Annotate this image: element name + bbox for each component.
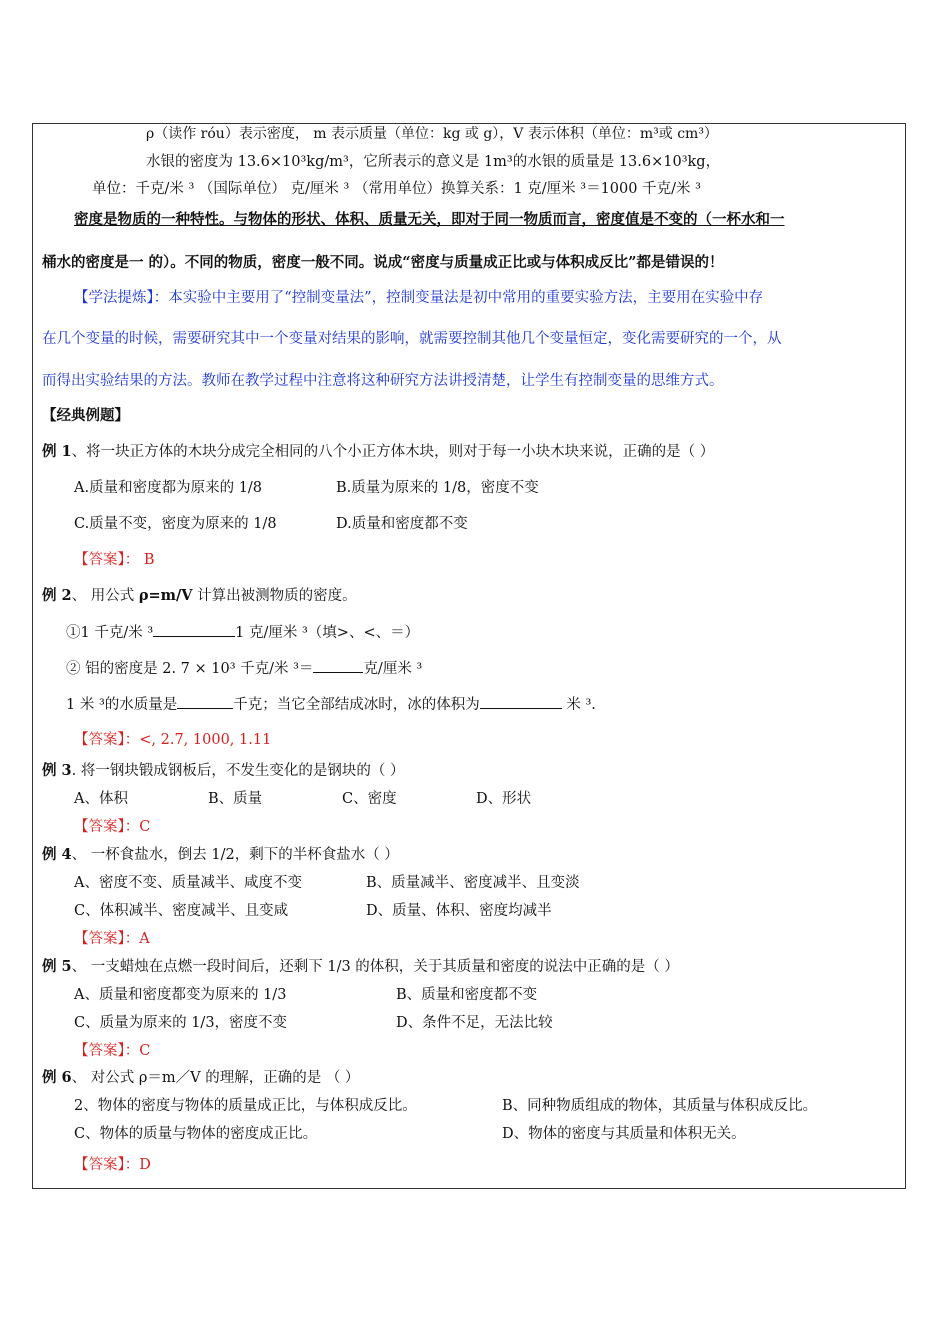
answer-value: ：C	[124, 1043, 151, 1059]
example-2-question	[42, 586, 357, 606]
answer-blank[interactable]	[153, 622, 235, 637]
answer-label: 【答案】	[74, 732, 125, 748]
example-4-option-b: B、质量减半、密度减半、且变淡	[366, 875, 580, 891]
example-3-label: 例 3	[42, 762, 72, 779]
example-6-option-d: D、物体的密度与其质量和体积无关。	[502, 1126, 746, 1142]
example-2-sub-1-a: ①1 千克/米 ³	[66, 625, 154, 641]
example-2-label: 例 2	[42, 587, 72, 604]
answer-value: ：C	[124, 819, 151, 835]
answer-value: ： B	[124, 552, 155, 568]
example-2-sub-3	[66, 694, 596, 715]
example-1-option-a: A.质量和密度都为原来的 1/8	[74, 480, 263, 496]
method-label: 【学法提炼】	[74, 290, 154, 306]
answer-label: 【答案】	[74, 552, 125, 568]
answer-blank[interactable]	[177, 694, 233, 709]
density-symbol-line: ρ（读作 róu）表示密度， m 表示质量（单位：kg 或 g），V 表示体积（单位：m³或 cm³）	[146, 126, 718, 142]
example-6-question	[42, 1068, 359, 1088]
example-2-sub-3-a: 1 米 ³的水质量是	[66, 697, 178, 713]
example-1-option-c: C.质量不变，密度为原来的 1/8	[74, 516, 277, 532]
example-3-answer	[74, 817, 150, 837]
answer-value: ：D	[124, 1157, 151, 1173]
answer-label: 【答案】	[74, 1043, 125, 1059]
example-5-option-b: B、质量和密度都不变	[396, 987, 538, 1003]
method-text-1: ：本实验中主要用了“控制变量法”，控制变量法是初中常用的重要实验方法，主要用在实验中存	[153, 290, 764, 306]
example-3-option-b: B、质量	[208, 791, 263, 807]
section-title: 【经典例题】	[42, 407, 129, 424]
example-1-answer	[74, 550, 155, 570]
method-line-1	[74, 288, 763, 308]
example-4-option-d: D、质量、体积、密度均减半	[366, 903, 552, 919]
example-2-sub-2	[66, 658, 422, 679]
method-line-3: 而得出实验结果的方法。教师在教学过程中注意将这种研究方法讲授清楚，让学生有控制变量的思维方式。	[42, 373, 724, 389]
example-5-text: 、 一支蜡烛在点燃一段时间后，还剩下 1/3 的体积，关于其质量和密度的说法中正确的是（ ）	[71, 959, 679, 975]
example-2-sub-1	[66, 622, 419, 643]
example-6-option-b: B、同种物质组成的物体，其质量与体积成反比。	[502, 1098, 818, 1114]
example-5-label: 例 5	[42, 958, 72, 975]
example-1-question	[42, 442, 714, 462]
example-2-sub-3-b: 千克；当它全部结成冰时，冰的体积为	[233, 697, 480, 713]
property-line-1: 密度是物质的一种特性。与物体的形状、体积、质量无关，即对于同一物质而言，密度值是不变的（一杯水和一	[74, 211, 785, 228]
example-5-option-a: A、质量和密度都变为原来的 1/3	[74, 987, 287, 1003]
property-line-2: 桶水的密度是一 的）。不同的物质，密度一般不同。说成“密度与质量成正比或与体积成反比”都是错误的！	[42, 254, 724, 271]
example-3-option-d: D、形状	[476, 791, 532, 807]
mercury-density-line: 水银的密度为 13.6×10³kg/m³，它所表示的意义是 1m³的水银的质量是 13.6×10³kg，	[146, 154, 721, 170]
example-4-question	[42, 845, 399, 865]
answer-label: 【答案】	[74, 1157, 125, 1173]
answer-value: ：<, 2.7, 1000, 1.11	[124, 732, 272, 748]
example-5-option-d: D、条件不足，无法比较	[396, 1015, 553, 1031]
example-5-answer	[74, 1041, 150, 1061]
density-formula: ρ=m/V	[138, 587, 193, 604]
example-6-option-c: C、物体的质量与物体的密度成正比。	[74, 1126, 318, 1142]
example-1-text: 、将一块正方体的木块分成完全相同的八个小正方体木块，则对于每一小块木块来说，正确的是（ ）	[71, 444, 715, 460]
example-2-sub-1-b: 1 克/厘米 ³（填>、<、＝）	[235, 625, 420, 641]
units-line: 单位：千克/米 ³ （国际单位） 克/厘米 ³ （常用单位）换算关系：1 克/厘米 ³＝1000 千克/米 ³	[92, 181, 701, 197]
example-3-text: . 将一钢块锻成钢板后，不发生变化的是钢块的（ ）	[71, 763, 405, 779]
example-4-answer	[74, 929, 150, 949]
example-4-option-c: C、体积减半、密度减半、且变咸	[74, 903, 289, 919]
example-5-question	[42, 957, 679, 977]
answer-label: 【答案】	[74, 819, 125, 835]
example-4-text: 、 一杯食盐水，倒去 1/2，剩下的半杯食盐水（ ）	[71, 847, 399, 863]
example-6-label: 例 6	[42, 1069, 72, 1086]
answer-value: ：A	[124, 931, 150, 947]
answer-label: 【答案】	[74, 931, 125, 947]
example-2-text: 、 用公式	[71, 588, 139, 604]
example-3-option-a: A、体积	[74, 791, 128, 807]
method-line-2: 在几个变量的时候，需要研究其中一个变量对结果的影响，就需要控制其他几个变量恒定，变化需要研究的一个，从	[42, 331, 782, 347]
answer-blank[interactable]	[480, 694, 562, 709]
example-3-question	[42, 761, 404, 781]
example-3-option-c: C、密度	[342, 791, 397, 807]
example-2-answer	[74, 730, 271, 750]
example-1-label: 例 1	[42, 443, 72, 460]
example-6-option-a: 2、物体的密度与物体的质量成正比，与体积成反比。	[74, 1098, 417, 1114]
example-2-text-2: 计算出被测物质的密度。	[192, 588, 357, 604]
example-6-text: 、 对公式 ρ＝m／V 的理解，正确的是 （ ）	[71, 1070, 360, 1086]
example-2-sub-2-b: 克/厘米 ³	[363, 661, 423, 677]
example-4-option-a: A、密度不变、质量减半、咸度不变	[74, 875, 302, 891]
example-2-sub-2-a: ② 铝的密度是 2. 7 × 10³ 千克/米 ³＝	[66, 661, 314, 677]
example-5-option-c: C、质量为原来的 1/3，密度不变	[74, 1015, 288, 1031]
example-1-option-b: B.质量为原来的 1/8，密度不变	[336, 480, 539, 496]
example-2-sub-3-c: 米 ³.	[561, 697, 596, 713]
answer-blank[interactable]	[313, 658, 363, 673]
example-6-answer	[74, 1155, 151, 1175]
example-1-option-d: D.质量和密度都不变	[336, 516, 468, 532]
example-4-label: 例 4	[42, 846, 72, 863]
